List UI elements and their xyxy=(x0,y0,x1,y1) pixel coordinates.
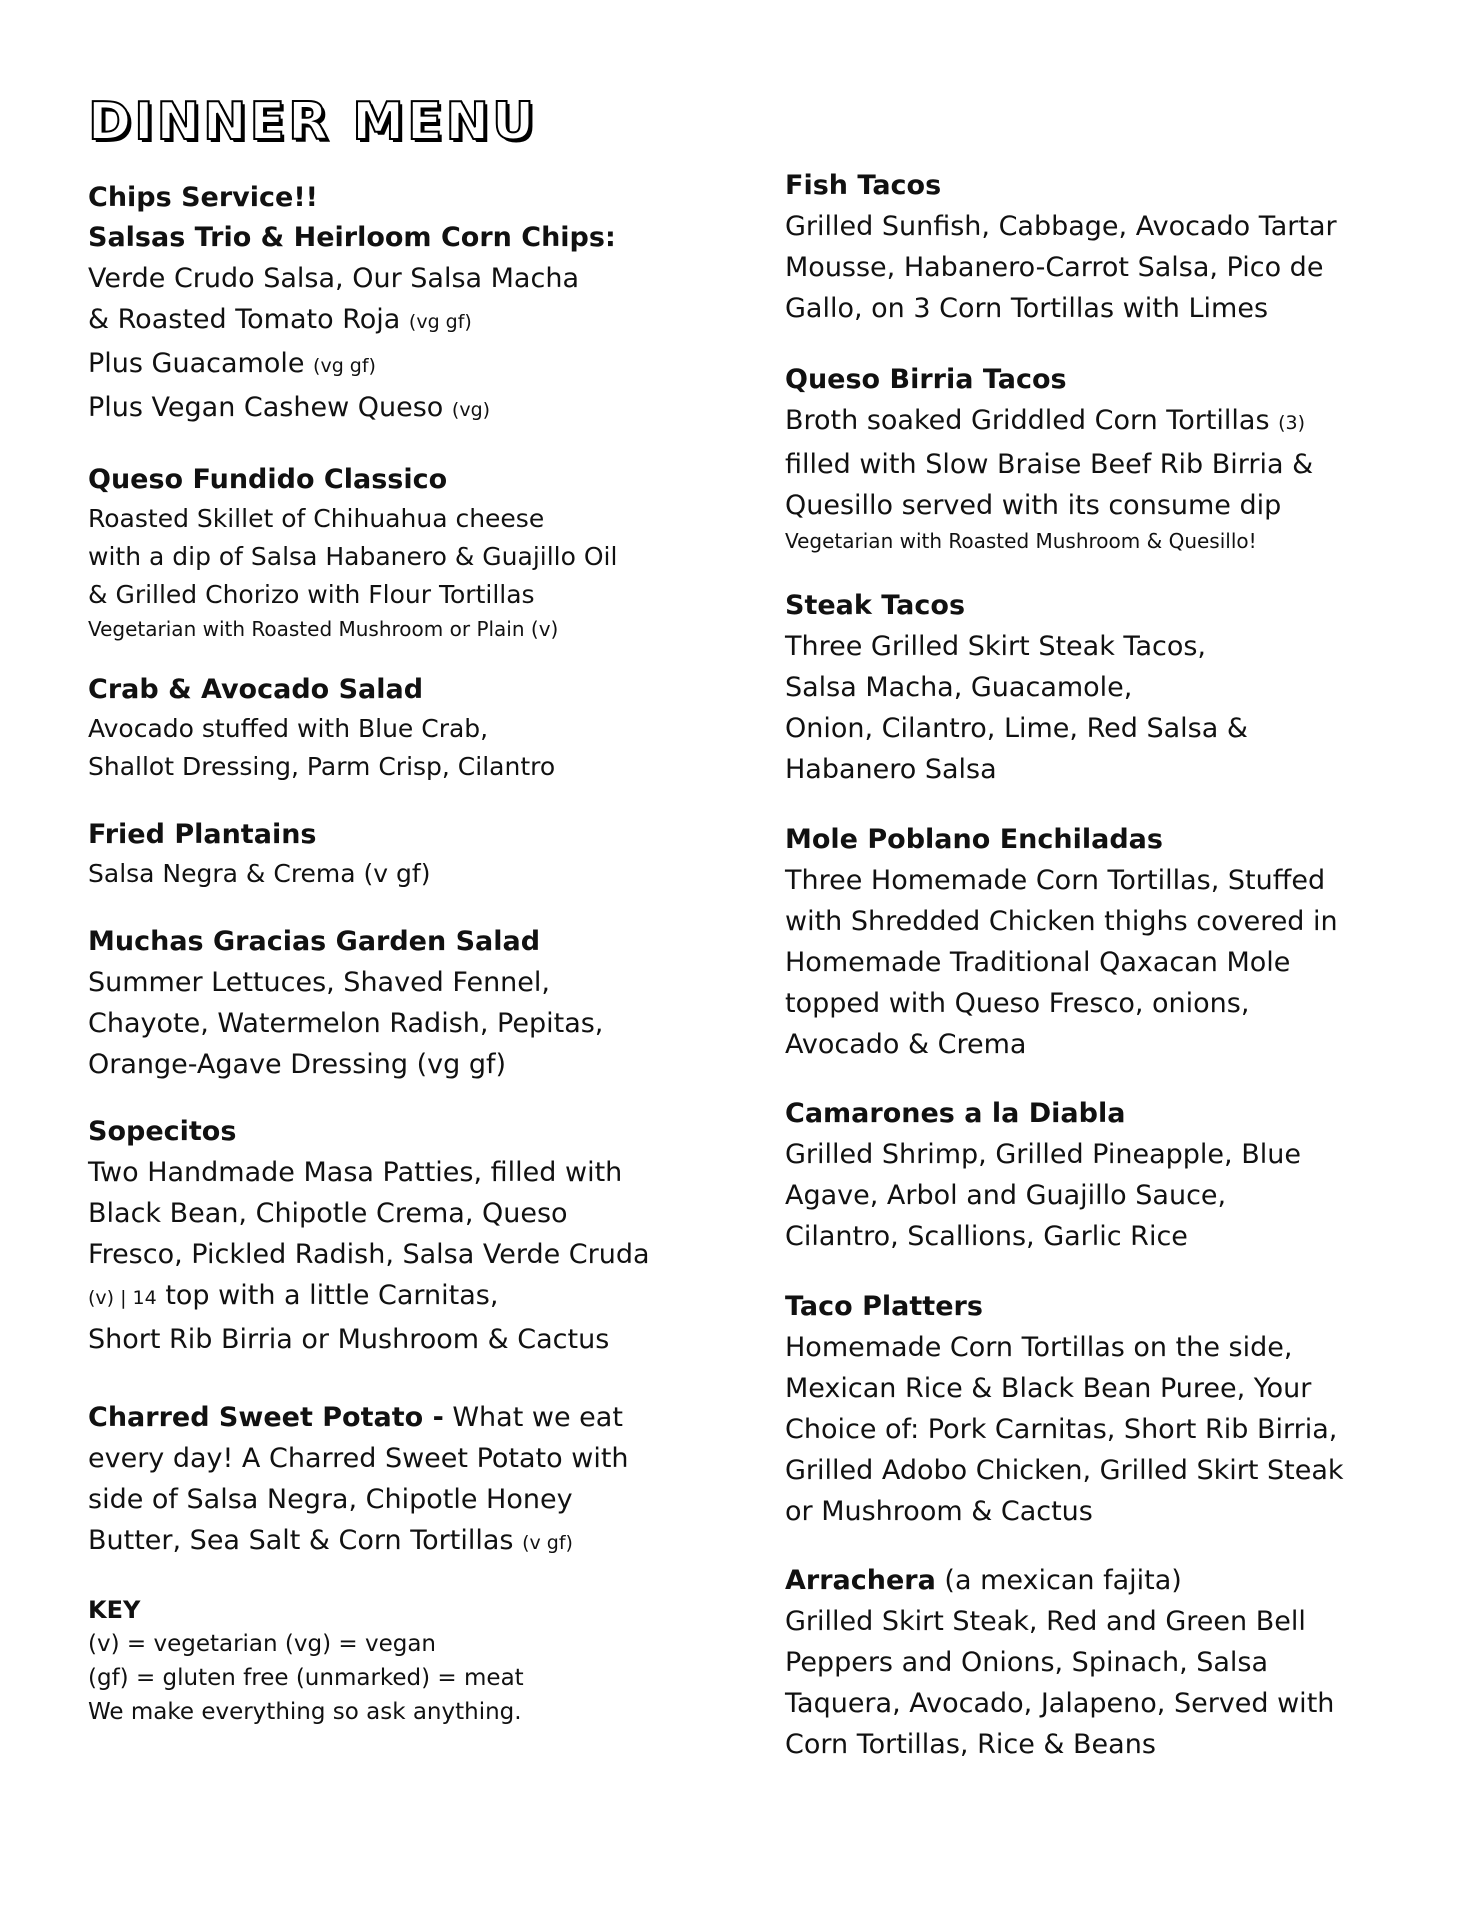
description-text: Broth soaked Griddled Corn Tortillas xyxy=(785,405,1270,436)
description-line: Peppers and Onions, Spinach, Salsa xyxy=(785,1647,1269,1678)
description-line: Orange-Agave Dressing (vg gf) xyxy=(88,1049,507,1080)
key-line: (v) = vegetarian (vg) = vegan xyxy=(88,1631,436,1657)
item-title: Queso Fundido Classico xyxy=(88,464,448,495)
item-title: Fried Plantains xyxy=(88,819,317,850)
item-title-line xyxy=(785,1561,1405,1601)
description-text: Plus Vegan Cashew Queso xyxy=(88,392,444,423)
item-title: Charred Sweet Potato - xyxy=(88,1402,444,1433)
description-line: with Shredded Chicken thighs covered in xyxy=(785,906,1338,937)
item-title: Steak Tacos xyxy=(785,590,966,621)
description-line: with a dip of Salsa Habanero & Guajillo Oil xyxy=(88,542,618,571)
description-line: Corn Tortillas, Rice & Beans xyxy=(785,1729,1156,1760)
menu-item-enchiladas xyxy=(785,820,1405,1065)
menu-item-arrachera xyxy=(785,1561,1405,1765)
description-line xyxy=(88,1397,728,1438)
description-line: every day! A Charred Sweet Potato with xyxy=(88,1443,629,1474)
item-subtitle: Salsas Trio & Heirloom Corn Chips: xyxy=(88,222,616,253)
item-title: Crab & Avocado Salad xyxy=(88,674,424,705)
description-line xyxy=(785,400,1405,444)
description-line: Short Rib Birria or Mushroom & Cactus xyxy=(88,1324,610,1355)
description-line: Grilled Skirt Steak, Red and Green Bell xyxy=(785,1606,1306,1637)
description-line: Mousse, Habanero-Carrot Salsa, Pico de xyxy=(785,252,1324,283)
menu-item-birria-tacos xyxy=(785,360,1405,556)
description-line: Verde Crudo Salsa, Our Salsa Macha xyxy=(88,263,579,294)
description-line: Salsa Negra & Crema (v gf) xyxy=(88,859,431,888)
description-line: Taquera, Avocado, Jalapeno, Served with xyxy=(785,1688,1335,1719)
description-line: Chayote, Watermelon Radish, Pepitas, xyxy=(88,1008,604,1039)
diet-tag: (vg gf) xyxy=(408,311,472,333)
description-line: Choice of: Pork Carnitas, Short Rib Birria, xyxy=(785,1414,1338,1445)
item-title: Arrachera xyxy=(785,1565,936,1596)
key-title: KEY xyxy=(88,1596,141,1624)
description-line: Cilantro, Scallions, Garlic Rice xyxy=(785,1221,1188,1252)
key-line: (gf) = gluten free (unmarked) = meat xyxy=(88,1665,524,1691)
description-line: or Mushroom & Cactus xyxy=(785,1496,1093,1527)
menu-item-taco-platters xyxy=(785,1287,1405,1532)
description-line: Homemade Traditional Qaxacan Mole xyxy=(785,947,1291,978)
description-line: Three Grilled Skirt Steak Tacos, xyxy=(785,631,1207,662)
page-title: DINNER MENU xyxy=(88,92,538,152)
item-title: Fish Tacos xyxy=(785,170,942,201)
item-title: Queso Birria Tacos xyxy=(785,364,1067,395)
menu-item-camarones xyxy=(785,1094,1405,1257)
description-line: Habanero Salsa xyxy=(785,754,997,785)
description-line: & Grilled Chorizo with Flour Tortillas xyxy=(88,580,535,609)
description-line: Roasted Skillet of Chihuahua cheese xyxy=(88,504,545,533)
item-title: Mole Poblano Enchiladas xyxy=(785,824,1163,855)
item-title: Sopecitos xyxy=(88,1116,237,1147)
description-text: Plus Guacamole xyxy=(88,348,305,379)
description-line: Black Bean, Chipotle Crema, Queso xyxy=(88,1198,568,1229)
item-title-line xyxy=(88,1397,728,1564)
description-line xyxy=(88,387,728,431)
item-description xyxy=(785,400,1405,526)
description-line: Grilled Adobo Chicken, Grilled Skirt Steak xyxy=(785,1455,1344,1486)
description-line: Mexican Rice & Black Bean Puree, Your xyxy=(785,1373,1312,1404)
description-line: Grilled Sunfish, Cabbage, Avocado Tartar xyxy=(785,211,1337,242)
item-title: Camarones a la Diabla xyxy=(785,1098,1126,1129)
item-title: Taco Platters xyxy=(785,1291,983,1322)
description-line: Gallo, on 3 Corn Tortillas with Limes xyxy=(785,293,1269,324)
count-tag: (3) xyxy=(1278,412,1306,434)
item-subtitle: (a mexican fajita) xyxy=(935,1565,1182,1596)
description-line: Two Handmade Masa Patties, filled with xyxy=(88,1157,623,1188)
description-line: Summer Lettuces, Shaved Fennel, xyxy=(88,967,550,998)
description-line: Agave, Arbol and Guajillo Sauce, xyxy=(785,1180,1227,1211)
key-line: We make everything so ask anything. xyxy=(88,1699,522,1725)
description-line: Three Homemade Corn Tortillas, Stuffed xyxy=(785,865,1326,896)
description-line: Avocado stuffed with Blue Crab, xyxy=(88,714,489,743)
item-title: Chips Service!! xyxy=(88,182,318,213)
description-text: Butter, Sea Salt & Corn Tortillas xyxy=(88,1525,514,1556)
item-description xyxy=(88,1152,728,1360)
menu-item-fish-tacos xyxy=(785,166,1405,329)
description-line xyxy=(88,299,728,343)
description-line xyxy=(88,343,728,387)
diet-tag: (v gf) xyxy=(522,1532,573,1554)
description-line xyxy=(88,1275,728,1319)
item-note: Vegetarian with Roasted Mushroom & Quesillo! xyxy=(785,529,1257,553)
menu-item-sopecitos xyxy=(88,1112,728,1360)
description-line: filled with Slow Braise Beef Rib Birria & xyxy=(785,449,1314,480)
price-tag: (v) | 14 xyxy=(88,1287,157,1309)
item-description xyxy=(785,1601,1405,1765)
description-line: topped with Queso Fresco, onions, xyxy=(785,988,1250,1019)
description-line: Fresco, Pickled Radish, Salsa Verde Cruda xyxy=(88,1239,650,1270)
item-description xyxy=(785,1134,1405,1257)
menu-key xyxy=(88,1593,728,1729)
description-line: Shallot Dressing, Parm Crisp, Cilantro xyxy=(88,752,556,781)
description-line xyxy=(88,1520,728,1564)
menu-item-garden-salad xyxy=(88,922,728,1085)
menu-item-crab-salad xyxy=(88,670,728,786)
item-description xyxy=(785,206,1405,329)
menu-item-sweet-potato xyxy=(88,1397,728,1564)
description-line: Grilled Shrimp, Grilled Pineapple, Blue xyxy=(785,1139,1301,1170)
description-line: Avocado & Crema xyxy=(785,1029,1027,1060)
item-description xyxy=(88,855,728,893)
item-description xyxy=(88,710,728,786)
item-description xyxy=(88,258,728,431)
menu-item-plantains xyxy=(88,815,728,893)
description-text: top with a little Carnitas, xyxy=(156,1280,499,1311)
description-line: Homemade Corn Tortillas on the side, xyxy=(785,1332,1293,1363)
item-description xyxy=(785,1327,1405,1532)
description-line: Salsa Macha, Guacamole, xyxy=(785,672,1133,703)
item-description xyxy=(88,500,728,614)
menu-item-steak-tacos xyxy=(785,586,1405,790)
description-line: Onion, Cilantro, Lime, Red Salsa & xyxy=(785,713,1248,744)
diet-tag: (vg) xyxy=(451,399,491,421)
item-note: Vegetarian with Roasted Mushroom or Plain (v) xyxy=(88,617,559,641)
diet-tag: (vg gf) xyxy=(313,355,376,377)
description-text: & Roasted Tomato Roja xyxy=(88,304,401,335)
menu-item-chips xyxy=(88,178,728,431)
item-description xyxy=(88,962,728,1085)
item-description xyxy=(785,626,1405,790)
description-line: side of Salsa Negra, Chipotle Honey xyxy=(88,1484,573,1515)
description-text: What we eat xyxy=(443,1402,623,1433)
item-description xyxy=(785,860,1405,1065)
menu-item-queso-fundido xyxy=(88,460,728,644)
item-title: Muchas Gracias Garden Salad xyxy=(88,926,541,957)
description-line: Quesillo served with its consume dip xyxy=(785,490,1282,521)
